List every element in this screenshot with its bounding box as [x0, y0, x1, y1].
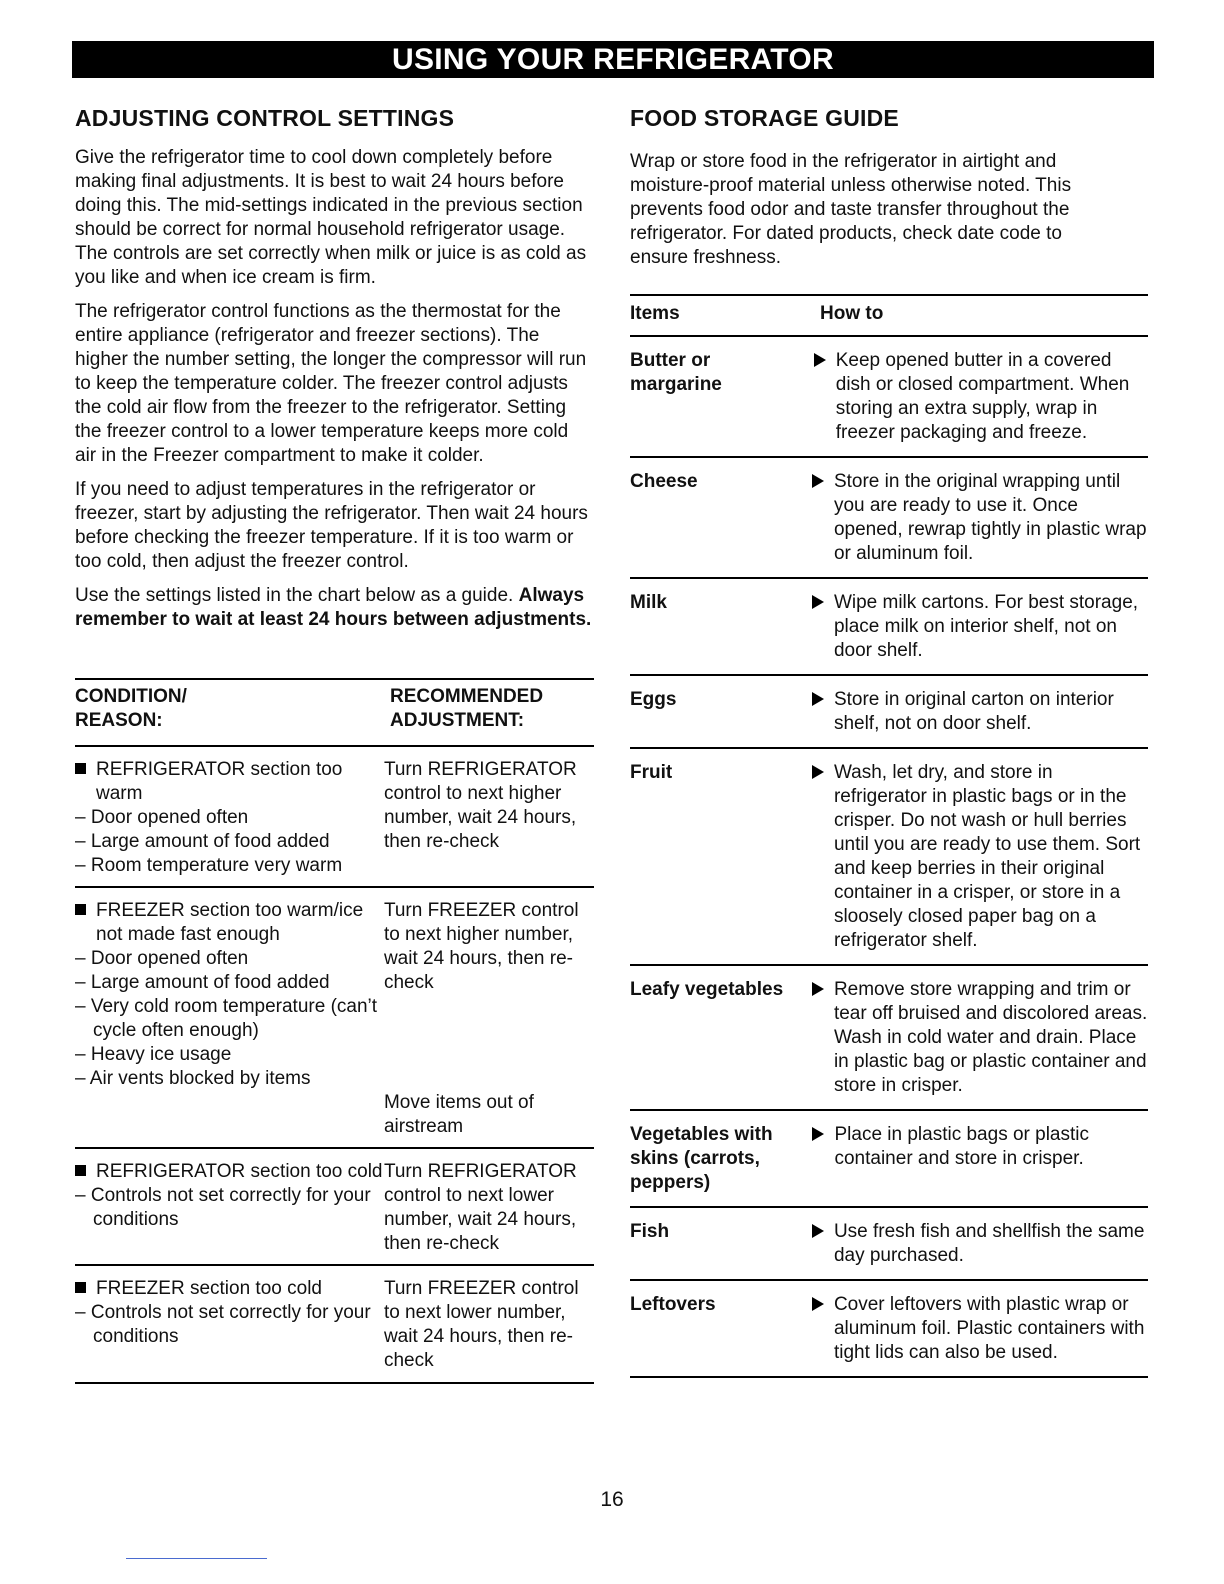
condition-text: REFRIGERATOR section too warm: [96, 759, 343, 804]
page-number: 16: [600, 1488, 624, 1511]
left-column: [75, 104, 595, 1384]
reason-text: – Controls not set correctly for your conditions: [75, 1302, 371, 1347]
table-row: [75, 1266, 594, 1384]
header-adjustment-text: RECOMMENDED ADJUSTMENT:: [390, 686, 544, 731]
square-bullet-icon: [75, 904, 86, 915]
item-name: Leafy vegetables: [630, 979, 784, 1000]
triangle-bullet-icon: [812, 474, 824, 488]
table-header: [630, 296, 1148, 337]
adjustment-text: Move items out of airstream: [383, 1092, 534, 1137]
header-how-to: How to: [820, 303, 884, 324]
item-name: Milk: [630, 592, 667, 613]
table-row: [75, 888, 594, 1149]
control-settings-table: [75, 678, 594, 1384]
table-row: [630, 966, 1148, 1111]
triangle-bullet-icon: [812, 692, 824, 706]
table-row: [630, 1111, 1148, 1208]
reason-text: – Door opened often: [75, 807, 249, 828]
how-to-text: Use fresh fish and shellfish the same day purchased.: [833, 1221, 1145, 1266]
table-row: [630, 337, 1148, 458]
reason-text: – Large amount of food added: [75, 831, 330, 852]
header-condition-text: CONDITION/ REASON:: [75, 686, 187, 731]
how-to-text: Wipe milk cartons. For best storage, place milk on interior shelf, not on door shelf.: [833, 592, 1139, 661]
how-to-text: Store in original carton on interior shelf, not on door shelf.: [833, 689, 1114, 734]
triangle-bullet-icon: [812, 765, 824, 779]
condition-text: FREEZER section too warm/ice not made fast enough: [96, 900, 364, 945]
paragraph-3: If you need to adjust temperatures in the refrigerator or freezer, start by adjusting the refrigerator. Then wait 24 hours before checking the freezer temperature. If it is too warm or too cold, then adjust the freezer control.: [75, 479, 588, 572]
triangle-bullet-icon: [812, 1297, 824, 1311]
table-row: [630, 749, 1148, 966]
adjustment-text: Turn REFRIGERATOR control to next lower number, wait 24 hours, then re-check: [383, 1161, 577, 1254]
table-row: [630, 1281, 1148, 1378]
table-row: [630, 458, 1148, 579]
table-row: [75, 1149, 594, 1266]
reason-text: – Room temperature very warm: [75, 855, 343, 876]
adjustment-text: Turn FREEZER control to next lower number, wait 24 hours, then re-check: [383, 1278, 579, 1371]
square-bullet-icon: [75, 1282, 86, 1293]
triangle-bullet-icon: [812, 982, 824, 996]
paragraph-4-bold: Always remember to wait at least 24 hours between adjustments.: [75, 585, 592, 630]
table-row: [75, 747, 594, 888]
table-row: [630, 676, 1148, 749]
item-name: Cheese: [630, 471, 698, 492]
reason-text: – Door opened often: [75, 948, 249, 969]
triangle-bullet-icon: [812, 1127, 824, 1141]
item-name: Butter or margarine: [630, 350, 722, 395]
header-condition: [75, 685, 390, 733]
table-row: [630, 579, 1148, 676]
how-to-text: Remove store wrapping and trim or tear off bruised and discolored areas. Wash in cold water and drain. Place in plastic bag or plastic container and store in crisper.: [833, 979, 1148, 1096]
table-row: [630, 1208, 1148, 1281]
square-bullet-icon: [75, 763, 86, 774]
reason-text: – Large amount of food added: [75, 972, 330, 993]
adjustment-text: Turn REFRIGERATOR control to next higher number, wait 24 hours, then re-check: [383, 759, 577, 852]
reason-text: – Heavy ice usage: [75, 1044, 232, 1065]
how-to-text: Place in plastic bags or plastic container and store in crisper.: [834, 1124, 1089, 1169]
reason-text: – Controls not set correctly for your conditions: [75, 1185, 371, 1230]
paragraph-4: [75, 584, 593, 632]
triangle-bullet-icon: [812, 1224, 824, 1238]
reason-text: – Air vents blocked by items: [75, 1068, 311, 1089]
square-bullet-icon: [75, 1165, 86, 1176]
paragraph-1: Give the refrigerator time to cool down completely before making final adjustments. It is best to wait 24 hours before doing this. The mid-settings indicated in the previous section should be correct for normal household refrigerator usage. The controls are set correctly when milk or juice is as cold as you like and when ice cream is firm.: [75, 147, 587, 288]
how-to-text: Keep opened butter in a covered dish or closed compartment. When storing an extra supply, wrap in freezer packaging and freeze.: [835, 350, 1130, 443]
adjusting-controls-heading: ADJUSTING CONTROL SETTINGS: [75, 105, 455, 131]
condition-text: REFRIGERATOR section too cold: [96, 1161, 383, 1182]
food-storage-table: [630, 294, 1148, 1378]
right-column: [630, 104, 1150, 1378]
triangle-bullet-icon: [814, 353, 826, 367]
reason-text: – Very cold room temperature (can’t cycle often enough): [75, 996, 378, 1041]
header-items: Items: [630, 303, 680, 324]
footer-link-line: [126, 1558, 267, 1559]
section-banner: USING YOUR REFRIGERATOR: [72, 41, 1154, 78]
paragraph-2: The refrigerator control functions as the thermostat for the entire appliance (refrigerator and freezer sections). The higher the number setting, the longer the compressor will run to keep the temperature colder. The freezer control adjusts the cold air flow from the freezer to the refrigerator. Setting the freezer control to a lower temperature keeps more cold air in the Freezer compartment to make it colder.: [75, 301, 587, 466]
triangle-bullet-icon: [812, 595, 824, 609]
how-to-text: Wash, let dry, and store in refrigerator in plastic bags or in the crisper. Do not wash or hull berries until you are ready to use them. Sort and keep berries in their original container in a crisper, or store in a sloosely closed paper bag on a refrigerator shelf.: [833, 762, 1141, 951]
item-name: Fish: [630, 1221, 670, 1242]
item-name: Eggs: [630, 689, 677, 710]
table-header: [75, 680, 594, 747]
food-storage-intro: Wrap or store food in the refrigerator in airtight and moisture-proof material unless otherwise noted. This prevents food odor and taste transfer throughout the refrigerator. For dated products, check date code to ensure freshness.: [630, 151, 1072, 268]
condition-text: FREEZER section too cold: [96, 1278, 322, 1299]
adjustment-text: Turn FREEZER control to next higher number, wait 24 hours, then re-check: [383, 900, 579, 993]
item-name: Vegetables with skins (carrots, peppers): [630, 1124, 773, 1193]
header-adjustment: [390, 685, 594, 733]
item-name: Leftovers: [630, 1294, 716, 1315]
food-storage-heading: FOOD STORAGE GUIDE: [630, 105, 899, 131]
paragraph-4-text: Use the settings listed in the chart below as a guide.: [75, 585, 514, 606]
item-name: Fruit: [630, 762, 673, 783]
how-to-text: Store in the original wrapping until you are ready to use it. Once opened, rewrap tightly in plastic wrap or aluminum foil.: [833, 471, 1147, 564]
how-to-text: Cover leftovers with plastic wrap or aluminum foil. Plastic containers with tight lids can also be used.: [833, 1294, 1145, 1363]
